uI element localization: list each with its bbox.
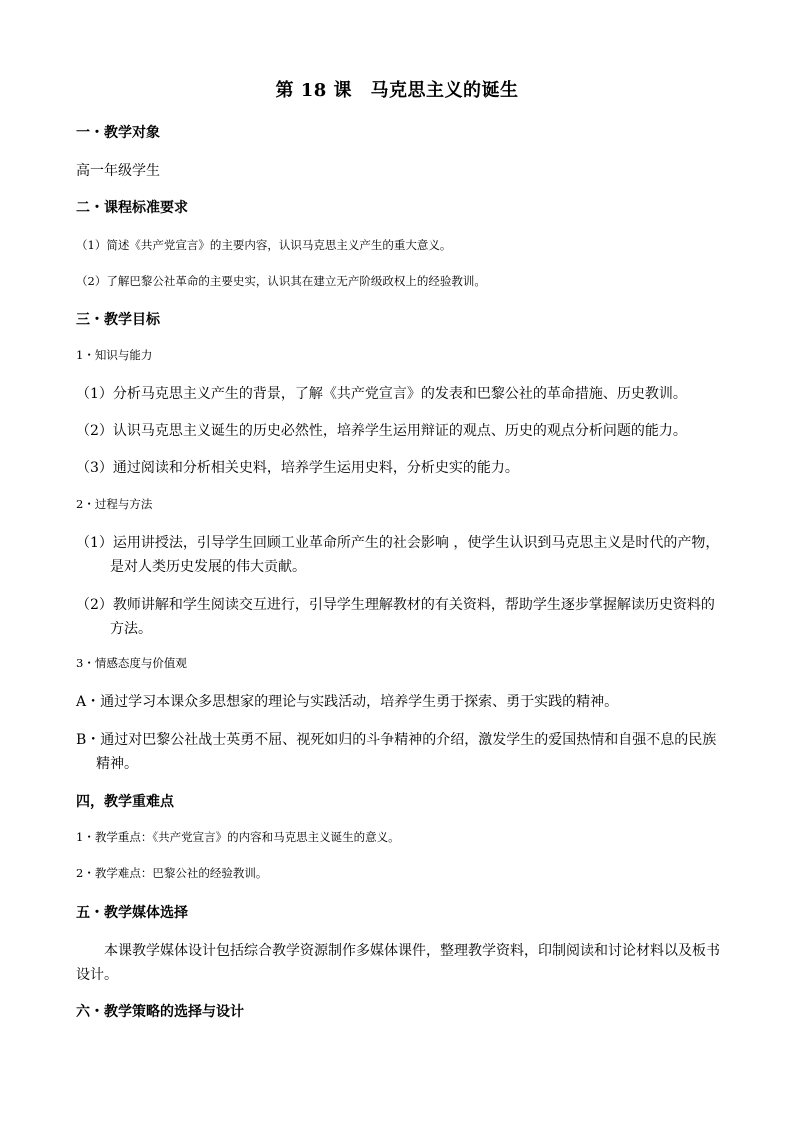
key-point-item: 1・教学重点：《共产党宣言》的内容和马克思主义诞生的意义。 — [76, 830, 400, 844]
section-heading-teaching-goals: 三・教学目标 — [76, 312, 160, 328]
subsection-title-knowledge-ability: 1・知识与能力 — [76, 348, 153, 362]
curriculum-standard-item-1: （1）简述《共产党宣言》的主要内容，认识马克思主义产生的重大意义。 — [76, 238, 452, 252]
process-method-item-2-continuation: 方法。 — [110, 621, 152, 637]
difficult-point-item: 2・教学难点：巴黎公社的经验教训。 — [76, 866, 268, 880]
section-heading-media-selection: 五・教学媒体选择 — [76, 905, 188, 921]
process-method-item-1-continuation: 是对人类历史发展的伟大贡献。 — [110, 559, 306, 575]
teaching-object-text: 高一年级学生 — [76, 163, 160, 179]
emotion-values-item-b: B・通过对巴黎公社战士英勇不屈、视死如归的斗争精神的介绍，激发学生的爱国热情和自强不息的民族 — [76, 732, 717, 748]
media-selection-paragraph: 本课教学媒体设计包括综合教学资源制作多媒体课件，整理教学资料，印制阅读和讨论材料以及板书 — [104, 943, 720, 959]
subsection-title-process-method: 2・过程与方法 — [76, 497, 153, 511]
section-heading-teaching-object: 一・教学对象 — [76, 125, 160, 141]
knowledge-ability-item-2: （2）认识马克思主义诞生的历史必然性，培养学生运用辩证的观点、历史的观点分析问题的能力。 — [76, 423, 687, 439]
knowledge-ability-item-1: （1）分析马克思主义产生的背景，了解《共产党宣言》的发表和巴黎公社的革命措施、历史教训。 — [76, 386, 687, 402]
process-method-item-1: （1）运用讲授法，引导学生回顾工业革命所产生的社会影响 ，使学生认识到马克思主义是时代的产物， — [76, 535, 720, 551]
emotion-values-item-a: A・通过学习本课众多思想家的理论与实践活动，培养学生勇于探索、勇于实践的精神。 — [76, 694, 619, 710]
knowledge-ability-item-3: （3）通过阅读和分析相关史料，培养学生运用史料，分析史实的能力。 — [76, 460, 519, 476]
process-method-item-2: （2）教师讲解和学生阅读交互进行，引导学生理解教材的有关资料，帮助学生逐步掌握解读历史资料的 — [76, 597, 715, 613]
page-title: 第 18 课 马克思主义的诞生 — [275, 80, 519, 101]
section-heading-key-difficult-points: 四，教学重难点 — [76, 794, 174, 810]
curriculum-standard-item-2: （2）了解巴黎公社革命的主要史实，认识其在建立无产阶级政权上的经验教训。 — [76, 274, 486, 288]
section-heading-curriculum-standards: 二・课程标准要求 — [76, 200, 188, 216]
section-heading-teaching-strategy: 六・教学策略的选择与设计 — [76, 1004, 244, 1020]
subsection-title-emotion-values: 3・情感态度与价值观 — [76, 656, 187, 670]
emotion-values-item-b-continuation: 精神。 — [96, 756, 138, 772]
media-selection-paragraph-continuation: 设计。 — [76, 967, 118, 983]
